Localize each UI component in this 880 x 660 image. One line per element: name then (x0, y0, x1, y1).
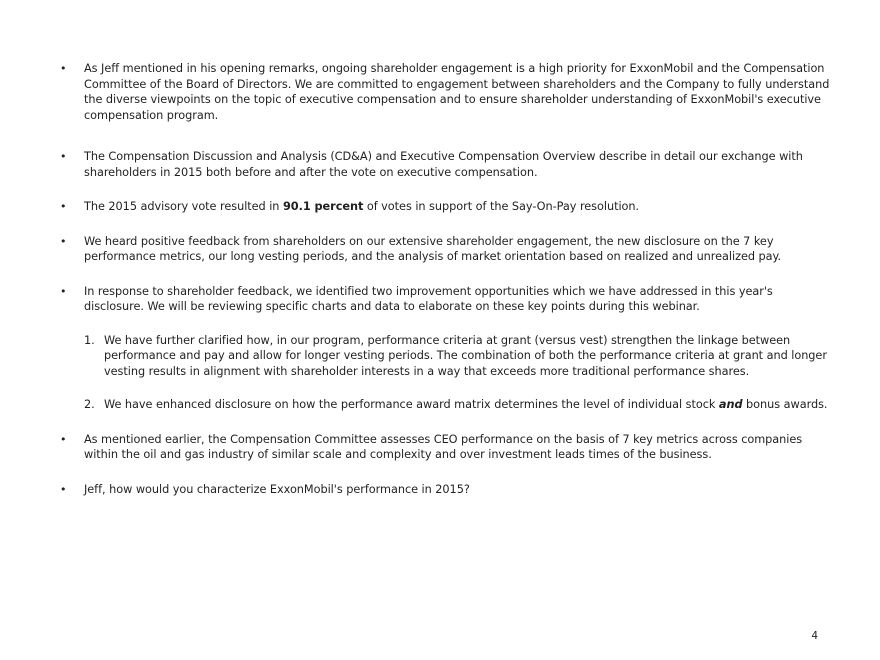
bullet-text: The Compensation Discussion and Analysis (CD&A) and Executive Compensation Overview describe in detail our exchange with shareholders in 2015 both before and after the vote on executive compensation. (84, 150, 803, 179)
sub-item-clarified (60, 333, 830, 380)
bullet-item-question (60, 482, 830, 498)
bullet-item-vote (60, 199, 830, 215)
bullet-item-ceo-metrics (60, 432, 830, 463)
bullet-text-after: of votes in support of the Say-On-Pay resolution. (363, 200, 640, 213)
bullet-item-cda (60, 149, 830, 180)
emphasis-and: and (718, 398, 743, 411)
bullet-marker: • (60, 284, 67, 298)
sub-item-text: We have further clarified how, in our program, performance criteria at grant (versus vest) strengthen the linkage between performance and pay and allow for longer vesting periods. The combination of both the performance criteria at grant and longer vesting results in alignment with shareholder interests in a way that exceeds more traditional performance shares. (104, 333, 827, 378)
numbered-sub-list (60, 333, 830, 413)
vote-percent: 90.1 percent (282, 200, 364, 213)
bullet-marker: • (60, 432, 67, 446)
sub-list-container (60, 333, 830, 413)
bullet-text: Jeff, how would you characterize ExxonMobil's performance in 2015? (84, 482, 470, 496)
bullet-item-improvements (60, 284, 830, 315)
sub-item-disclosure (60, 397, 830, 413)
bullet-item-engagement (60, 61, 830, 123)
bullet-text: As mentioned earlier, the Compensation Committee assesses CEO performance on the basis of 7 key metrics across companies within the oil and gas industry of similar scale and complexity and over investment leads times of the business. (84, 432, 803, 461)
bullet-text: We heard positive feedback from shareholders on our extensive shareholder engagement, the new disclosure on the 7 key performance metrics, our long vesting periods, and the analysis of market orientation based on realized and unrealized pay. (84, 234, 782, 263)
bullet-text: In response to shareholder feedback, we identified two improvement opportunities which we have addressed in this year's disclosure. We will be reviewing specific charts and data to elaborate on these key points during this webinar. (84, 284, 773, 313)
bullet-text: As Jeff mentioned in his opening remarks, ongoing shareholder engagement is a high priority for ExxonMobil and the Compensation Committee of the Board of Directors. We are committed to engagement between shareholders and the Company to fully understand the diverse viewpoints on the topic of executive compensation and to ensure shareholder understanding of ExxonMobil's executive compensation program. (84, 62, 830, 122)
bullet-marker: • (60, 234, 67, 248)
bullet-marker: • (60, 150, 67, 163)
bullet-marker: • (60, 482, 67, 496)
bullet-text-before: The 2015 advisory vote resulted in (84, 200, 283, 213)
sub-item-text-after: bonus awards. (742, 398, 828, 411)
bullet-item-feedback (60, 234, 830, 265)
bullet-marker: • (60, 200, 67, 213)
bullet-list (60, 61, 830, 497)
sub-item-text-before: We have enhanced disclosure on how the performance award matrix determines the level of individual stock (104, 398, 719, 411)
sub-item-number: 2. (84, 398, 95, 411)
sub-item-number: 1. (84, 333, 95, 347)
bullet-marker: • (60, 62, 67, 75)
page-number: 4 (811, 630, 818, 642)
